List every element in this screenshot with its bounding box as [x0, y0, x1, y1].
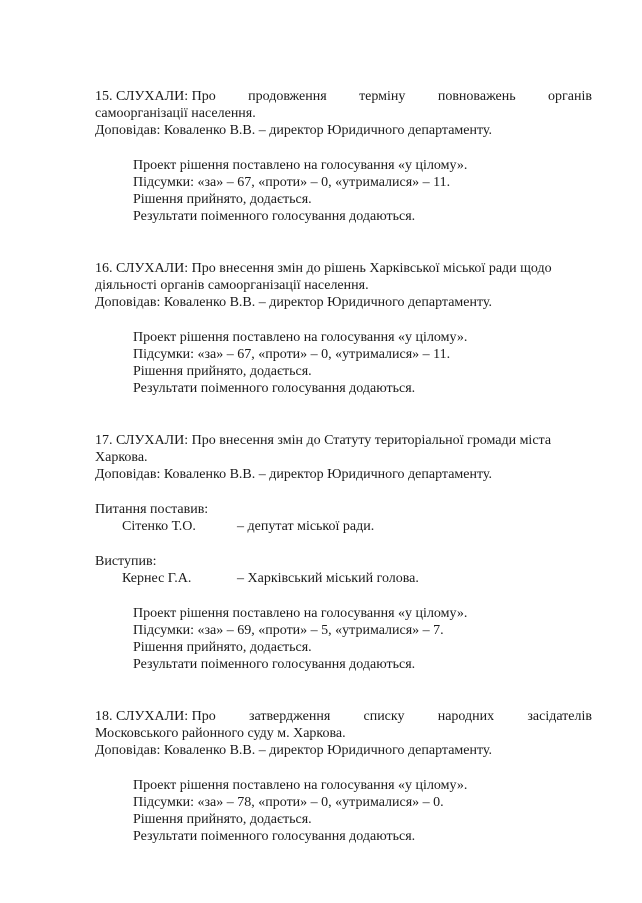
item-18-heading-line-1: [95, 708, 592, 725]
heading-word: 18. СЛУХАЛИ: Про: [95, 709, 216, 724]
item-15-vote-line-2: Підсумки: «за» – 67, «проти» – 0, «утрималися» – 11.: [133, 175, 451, 190]
heading-word: терміну: [359, 89, 406, 104]
heading-word: продовження: [248, 89, 327, 104]
item-16-reporter: Доповідав: Коваленко В.В. – директор Юридичного департаменту.: [95, 295, 493, 310]
heading-word: списку: [363, 709, 405, 724]
item-17-heading-line-2: Харкова.: [95, 450, 148, 465]
item-16-heading-line-1: 16. СЛУХАЛИ: Про внесення змін до рішень Харківської міської ради щодо: [95, 261, 552, 276]
item-18-reporter: Доповідав: Коваленко В.В. – директор Юридичного департаменту.: [95, 743, 493, 758]
heading-word: органів: [548, 89, 592, 104]
item-16-vote-line-1: Проект рішення поставлено на голосування «у цілому».: [133, 330, 468, 345]
item-18-vote-line-3: Рішення прийнято, додається.: [133, 812, 312, 827]
question-role: – депутат міської ради.: [237, 519, 375, 534]
heading-word: 15. СЛУХАЛИ: Про: [95, 89, 216, 104]
item-18-vote-line-2: Підсумки: «за» – 78, «проти» – 0, «утрималися» – 0.: [133, 795, 444, 810]
item-15-reporter: Доповідав: Коваленко В.В. – директор Юридичного департаменту.: [95, 123, 493, 138]
item-15-vote-line-3: Рішення прийнято, додається.: [133, 192, 312, 207]
question-label: Питання поставив:: [95, 502, 209, 517]
item-16-vote-line-4: Результати поіменного голосування додаються.: [133, 381, 416, 396]
heading-word: народних: [437, 709, 495, 724]
heading-word: засідателів: [527, 709, 592, 724]
item-17-vote-line-3: Рішення прийнято, додається.: [133, 640, 312, 655]
item-17-vote-line-1: Проект рішення поставлено на голосування «у цілому».: [133, 606, 468, 621]
item-16-vote-line-2: Підсумки: «за» – 67, «проти» – 0, «утрималися» – 11.: [133, 347, 451, 362]
item-16-vote-line-3: Рішення прийнято, додається.: [133, 364, 312, 379]
question-name: Сітенко Т.О.: [122, 519, 196, 534]
item-15-vote-line-4: Результати поіменного голосування додаються.: [133, 209, 416, 224]
item-17-vote-line-4: Результати поіменного голосування додаються.: [133, 657, 416, 672]
item-18-vote-line-4: Результати поіменного голосування додаються.: [133, 829, 416, 844]
item-17-vote-line-2: Підсумки: «за» – 69, «проти» – 5, «утрималися» – 7.: [133, 623, 444, 638]
heading-word: затвердження: [248, 709, 331, 724]
item-15-heading-line-2: самоорганізації населення.: [95, 106, 256, 121]
heading-word: повноважень: [437, 89, 516, 104]
item-17-reporter: Доповідав: Коваленко В.В. – директор Юридичного департаменту.: [95, 467, 493, 482]
item-16-heading-line-2: діяльності органів самоорганізації населення.: [95, 278, 369, 293]
speaker-role: – Харківський міський голова.: [237, 571, 419, 586]
item-18-vote-line-1: Проект рішення поставлено на голосування «у цілому».: [133, 778, 468, 793]
item-15-heading-line-1: [95, 88, 592, 105]
item-18-heading-line-2: Московського районного суду м. Харкова.: [95, 726, 346, 741]
speaker-name: Кернес Г.А.: [122, 571, 192, 586]
item-15-vote-line-1: Проект рішення поставлено на голосування «у цілому».: [133, 158, 468, 173]
speaker-label: Виступив:: [95, 554, 157, 569]
item-17-heading-line-1: 17. СЛУХАЛИ: Про внесення змін до Статуту територіальної громади міста: [95, 433, 552, 448]
